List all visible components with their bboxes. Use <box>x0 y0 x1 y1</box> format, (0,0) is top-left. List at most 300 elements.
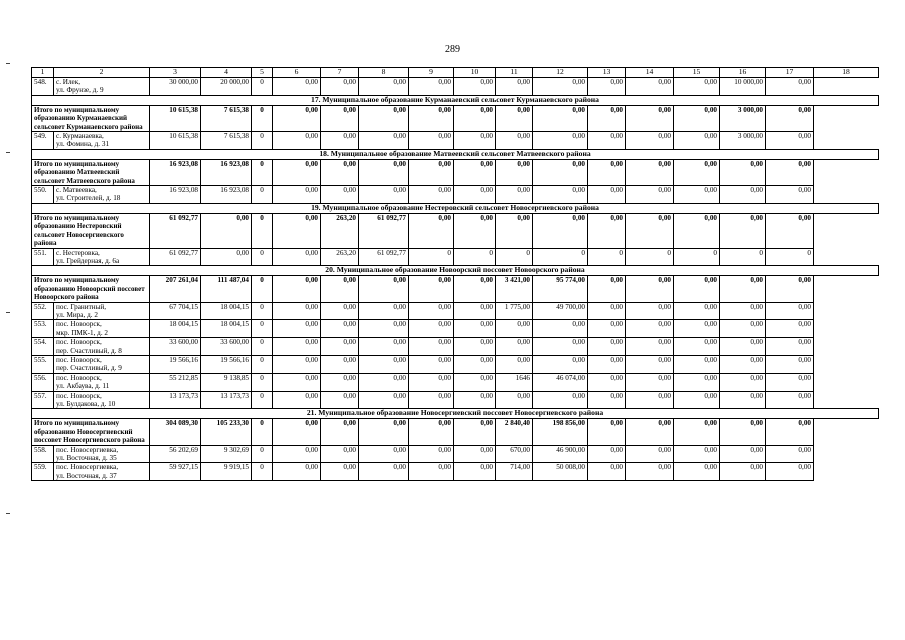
value-cell: 0 <box>766 248 814 266</box>
address-cell <box>54 391 150 409</box>
column-number: 4 <box>201 68 252 78</box>
address-line-2: ул. Строителей, д. 18 <box>56 194 121 203</box>
value-cell: 0,00 <box>454 338 496 356</box>
value-cell: 0,00 <box>321 159 359 185</box>
address-line-1: пос. Новоорск, <box>56 391 102 400</box>
value-cell: 0,00 <box>766 159 814 185</box>
value-cell: 3 421,00 <box>496 276 533 302</box>
value-cell: 0 <box>252 373 273 391</box>
value-cell: 0,00 <box>626 132 674 150</box>
value-cell: 0,00 <box>359 132 409 150</box>
section-title: 18. Муниципальное образование Матвеевский сельсовет Матвеевского района <box>32 149 879 159</box>
value-cell: 0 <box>252 391 273 409</box>
row-number: 557. <box>32 391 54 409</box>
address-line-1: пос. Новосергиевка, <box>56 445 119 454</box>
value-cell: 0 <box>252 419 273 445</box>
value-cell: 0,00 <box>273 276 321 302</box>
value-cell: 0,00 <box>626 213 674 248</box>
row-number: 551. <box>32 248 54 266</box>
value-cell: 0,00 <box>496 213 533 248</box>
section-title: 20. Муниципальное образование Новоорский поссовет Новоорского района <box>32 266 879 276</box>
value-cell: 0,00 <box>674 159 720 185</box>
total-row <box>32 276 879 302</box>
value-cell: 0,00 <box>273 320 321 338</box>
value-cell: 0,00 <box>454 186 496 204</box>
address-line-1: пос. Новоорск, <box>56 355 102 364</box>
section-heading-row <box>32 266 879 276</box>
value-cell: 67 704,15 <box>150 302 201 320</box>
value-cell: 0,00 <box>321 338 359 356</box>
address-line-1: пос. Гранитный, <box>56 302 107 311</box>
value-cell: 0,00 <box>533 132 588 150</box>
value-cell: 0 <box>252 78 273 96</box>
value-cell: 0,00 <box>588 186 626 204</box>
address-line-2: ул. Мира, д. 2 <box>56 310 98 319</box>
margin-mark <box>6 312 10 313</box>
value-cell: 0,00 <box>626 105 674 131</box>
value-cell: 714,00 <box>496 463 533 481</box>
value-cell: 0,00 <box>359 105 409 131</box>
address-cell <box>54 302 150 320</box>
value-cell: 0,00 <box>674 338 720 356</box>
table-body <box>32 68 879 481</box>
value-cell: 0 <box>252 248 273 266</box>
value-cell: 0,00 <box>588 276 626 302</box>
address-cell <box>54 373 150 391</box>
section-title: 19. Муниципальное образование Нестеровский сельсовет Новосергиевского района <box>32 203 879 213</box>
column-number: 13 <box>588 68 626 78</box>
budget-table <box>31 67 879 481</box>
value-cell: 0,00 <box>766 463 814 481</box>
value-cell: 0,00 <box>720 373 766 391</box>
value-cell: 0,00 <box>321 105 359 131</box>
section-heading-row <box>32 95 879 105</box>
value-cell: 33 600,00 <box>150 338 201 356</box>
value-cell: 0,00 <box>201 248 252 266</box>
value-cell: 0,00 <box>588 213 626 248</box>
table-row <box>32 248 879 266</box>
table-row <box>32 186 879 204</box>
value-cell: 0,00 <box>626 320 674 338</box>
column-number: 11 <box>496 68 533 78</box>
total-row <box>32 105 879 131</box>
value-cell: 0,00 <box>454 355 496 373</box>
value-cell: 10 615,38 <box>150 132 201 150</box>
value-cell: 0,00 <box>626 463 674 481</box>
table-row <box>32 373 879 391</box>
column-number: 6 <box>273 68 321 78</box>
value-cell: 0,00 <box>674 213 720 248</box>
value-cell: 0,00 <box>674 320 720 338</box>
value-cell: 19 566,16 <box>201 355 252 373</box>
value-cell: 0,00 <box>321 373 359 391</box>
value-cell: 0,00 <box>321 78 359 96</box>
value-cell: 263,20 <box>321 248 359 266</box>
total-label: Итого по муниципальному образованию Новоорский поссовет Новоорского района <box>32 276 150 302</box>
value-cell: 0,00 <box>359 338 409 356</box>
value-cell: 0 <box>252 213 273 248</box>
value-cell: 0,00 <box>454 391 496 409</box>
value-cell: 0,00 <box>766 186 814 204</box>
value-cell: 0,00 <box>359 463 409 481</box>
row-number: 552. <box>32 302 54 320</box>
value-cell: 0,00 <box>766 302 814 320</box>
value-cell: 0,00 <box>321 132 359 150</box>
value-cell: 0,00 <box>454 132 496 150</box>
value-cell: 0,00 <box>720 302 766 320</box>
value-cell: 0,00 <box>321 463 359 481</box>
value-cell: 0,00 <box>454 373 496 391</box>
value-cell: 95 774,00 <box>533 276 588 302</box>
row-number: 550. <box>32 186 54 204</box>
address-line-1: пос. Новоорск, <box>56 373 102 382</box>
value-cell: 49 700,00 <box>533 302 588 320</box>
value-cell: 0,00 <box>409 391 454 409</box>
value-cell: 46 900,00 <box>533 445 588 463</box>
value-cell: 0,00 <box>454 78 496 96</box>
value-cell: 0,00 <box>454 320 496 338</box>
value-cell: 0,00 <box>588 159 626 185</box>
value-cell: 0,00 <box>409 302 454 320</box>
value-cell: 0,00 <box>720 338 766 356</box>
address-cell <box>54 248 150 266</box>
address-line-1: пос. Новоорск, <box>56 320 102 329</box>
address-line-2: ул. Акбаува, д. 11 <box>56 382 110 391</box>
value-cell: 0,00 <box>588 355 626 373</box>
value-cell: 0,00 <box>454 463 496 481</box>
value-cell: 0,00 <box>409 78 454 96</box>
value-cell: 0 <box>252 320 273 338</box>
address-cell <box>54 445 150 463</box>
value-cell: 0,00 <box>766 105 814 131</box>
value-cell: 0,00 <box>273 302 321 320</box>
value-cell: 0 <box>252 355 273 373</box>
value-cell: 0,00 <box>588 78 626 96</box>
value-cell: 0,00 <box>454 276 496 302</box>
value-cell: 0,00 <box>496 78 533 96</box>
value-cell: 0,00 <box>359 186 409 204</box>
value-cell: 10 000,00 <box>720 78 766 96</box>
value-cell: 0,00 <box>720 355 766 373</box>
value-cell: 0,00 <box>273 159 321 185</box>
value-cell: 105 233,30 <box>201 419 252 445</box>
value-cell: 0,00 <box>321 419 359 445</box>
address-line-2: ул. Булдакова, д. 10 <box>56 400 116 408</box>
column-number: 9 <box>409 68 454 78</box>
value-cell: 0 <box>252 302 273 320</box>
column-number: 10 <box>454 68 496 78</box>
value-cell: 0,00 <box>454 302 496 320</box>
value-cell: 0,00 <box>496 391 533 409</box>
value-cell: 0,00 <box>533 355 588 373</box>
address-line-2: ул. Грейдерная, д. 6а <box>56 256 120 265</box>
value-cell: 0,00 <box>588 373 626 391</box>
value-cell: 0,00 <box>359 419 409 445</box>
address-cell <box>54 463 150 481</box>
total-label: Итого по муниципальному образованию Нестеровский сельсовет Новосергиевского района <box>32 213 150 248</box>
value-cell: 0,00 <box>496 159 533 185</box>
value-cell: 0,00 <box>273 419 321 445</box>
value-cell: 0 <box>454 248 496 266</box>
value-cell: 0,00 <box>321 302 359 320</box>
column-number: 12 <box>533 68 588 78</box>
value-cell: 0,00 <box>766 213 814 248</box>
value-cell: 0 <box>533 248 588 266</box>
value-cell: 0,00 <box>409 105 454 131</box>
value-cell: 0,00 <box>409 338 454 356</box>
page-number: 289 <box>445 44 460 55</box>
value-cell: 0,00 <box>359 159 409 185</box>
value-cell: 0,00 <box>496 320 533 338</box>
value-cell: 16 923,08 <box>150 159 201 185</box>
value-cell: 20 000,00 <box>201 78 252 96</box>
value-cell: 0,00 <box>588 320 626 338</box>
value-cell: 56 202,69 <box>150 445 201 463</box>
value-cell: 0,00 <box>273 105 321 131</box>
value-cell: 0,00 <box>359 302 409 320</box>
column-number-row <box>32 68 879 78</box>
column-number: 16 <box>720 68 766 78</box>
address-cell <box>54 186 150 204</box>
address-line-2: ул. Восточная, д. 35 <box>56 454 117 463</box>
value-cell: 304 089,30 <box>150 419 201 445</box>
value-cell: 263,20 <box>321 213 359 248</box>
value-cell: 0,00 <box>674 105 720 131</box>
value-cell: 0,00 <box>626 373 674 391</box>
value-cell: 0,00 <box>720 186 766 204</box>
column-number: 7 <box>321 68 359 78</box>
value-cell: 59 927,15 <box>150 463 201 481</box>
value-cell: 2 840,40 <box>496 419 533 445</box>
value-cell: 16 923,08 <box>201 159 252 185</box>
value-cell: 0,00 <box>273 338 321 356</box>
value-cell: 0 <box>252 463 273 481</box>
value-cell: 0 <box>252 445 273 463</box>
margin-mark <box>6 513 10 514</box>
value-cell: 0,00 <box>359 391 409 409</box>
value-cell: 0 <box>252 105 273 131</box>
value-cell: 0,00 <box>588 132 626 150</box>
address-line-1: пос. Новосергиевка, <box>56 463 119 472</box>
value-cell: 0,00 <box>674 355 720 373</box>
value-cell: 61 092,77 <box>359 213 409 248</box>
value-cell: 0,00 <box>533 213 588 248</box>
column-number: 3 <box>150 68 201 78</box>
value-cell: 7 615,38 <box>201 105 252 131</box>
address-line-1: с. Илек, <box>56 78 81 86</box>
value-cell: 0,00 <box>409 445 454 463</box>
value-cell: 0,00 <box>588 419 626 445</box>
value-cell: 7 615,38 <box>201 132 252 150</box>
address-line-1: пос. Новоорск, <box>56 338 102 347</box>
value-cell: 0 <box>252 159 273 185</box>
value-cell: 0,00 <box>588 302 626 320</box>
value-cell: 18 004,15 <box>201 320 252 338</box>
value-cell: 0,00 <box>273 373 321 391</box>
value-cell: 0,00 <box>626 159 674 185</box>
value-cell: 0,00 <box>674 302 720 320</box>
value-cell: 0,00 <box>626 419 674 445</box>
value-cell: 9 919,15 <box>201 463 252 481</box>
column-number: 2 <box>54 68 150 78</box>
value-cell: 670,00 <box>496 445 533 463</box>
column-number: 14 <box>626 68 674 78</box>
value-cell: 50 008,00 <box>533 463 588 481</box>
column-number: 17 <box>766 68 814 78</box>
value-cell: 0,00 <box>588 445 626 463</box>
value-cell: 0,00 <box>626 391 674 409</box>
table-row <box>32 320 879 338</box>
value-cell: 0,00 <box>496 105 533 131</box>
value-cell: 0,00 <box>720 159 766 185</box>
address-line-1: с. Курманаевка, <box>56 132 104 141</box>
address-line-2: ул. Фомина, д. 31 <box>56 140 110 149</box>
value-cell: 0,00 <box>626 355 674 373</box>
value-cell: 0,00 <box>588 105 626 131</box>
value-cell: 0,00 <box>626 338 674 356</box>
table-row <box>32 391 879 409</box>
value-cell: 0,00 <box>674 463 720 481</box>
address-cell <box>54 320 150 338</box>
value-cell: 0,00 <box>533 78 588 96</box>
value-cell: 0,00 <box>273 248 321 266</box>
value-cell: 0,00 <box>588 463 626 481</box>
value-cell: 0,00 <box>766 320 814 338</box>
value-cell: 0,00 <box>766 391 814 409</box>
value-cell: 0,00 <box>321 276 359 302</box>
value-cell: 0 <box>674 248 720 266</box>
value-cell: 0,00 <box>273 213 321 248</box>
value-cell: 0,00 <box>626 302 674 320</box>
table-row <box>32 355 879 373</box>
table-row <box>32 338 879 356</box>
value-cell: 16 923,08 <box>150 186 201 204</box>
value-cell: 0,00 <box>273 355 321 373</box>
row-number: 556. <box>32 373 54 391</box>
total-row <box>32 213 879 248</box>
value-cell: 0,00 <box>321 320 359 338</box>
value-cell: 0,00 <box>674 186 720 204</box>
value-cell: 0,00 <box>496 132 533 150</box>
value-cell: 0,00 <box>409 132 454 150</box>
value-cell: 18 004,15 <box>201 302 252 320</box>
address-cell <box>54 338 150 356</box>
value-cell: 0,00 <box>766 355 814 373</box>
value-cell: 0,00 <box>720 213 766 248</box>
total-label: Итого по муниципальному образованию Матвеевский сельсовет Матвеевского района <box>32 159 150 185</box>
value-cell: 0,00 <box>273 132 321 150</box>
row-number: 553. <box>32 320 54 338</box>
value-cell: 0,00 <box>720 445 766 463</box>
row-number: 558. <box>32 445 54 463</box>
value-cell: 0,00 <box>533 186 588 204</box>
value-cell: 0,00 <box>273 78 321 96</box>
total-row <box>32 159 879 185</box>
value-cell: 0 <box>720 248 766 266</box>
value-cell: 0,00 <box>454 419 496 445</box>
value-cell: 0,00 <box>321 355 359 373</box>
value-cell: 0,00 <box>454 159 496 185</box>
value-cell: 0,00 <box>409 276 454 302</box>
table-row <box>32 78 879 96</box>
total-label: Итого по муниципальному образованию Курманаевский сельсовет Курманаевского района <box>32 105 150 131</box>
margin-mark <box>6 152 10 153</box>
value-cell: 0 <box>409 248 454 266</box>
value-cell: 0,00 <box>674 373 720 391</box>
value-cell: 0,00 <box>720 276 766 302</box>
row-number: 555. <box>32 355 54 373</box>
value-cell: 0,00 <box>533 159 588 185</box>
value-cell: 0,00 <box>674 391 720 409</box>
value-cell: 16 923,08 <box>201 186 252 204</box>
value-cell: 0 <box>252 132 273 150</box>
value-cell: 13 173,73 <box>150 391 201 409</box>
address-cell <box>54 355 150 373</box>
value-cell: 0,00 <box>409 463 454 481</box>
address-cell <box>54 78 150 96</box>
value-cell: 18 004,15 <box>150 320 201 338</box>
value-cell: 0,00 <box>359 320 409 338</box>
value-cell: 0,00 <box>533 338 588 356</box>
value-cell: 0,00 <box>766 276 814 302</box>
value-cell: 0,00 <box>273 391 321 409</box>
value-cell: 0,00 <box>674 276 720 302</box>
value-cell: 0,00 <box>674 419 720 445</box>
value-cell: 0,00 <box>496 186 533 204</box>
margin-mark <box>6 63 10 64</box>
value-cell: 0,00 <box>409 355 454 373</box>
value-cell: 10 615,38 <box>150 105 201 131</box>
value-cell: 0,00 <box>454 213 496 248</box>
value-cell: 0,00 <box>359 373 409 391</box>
value-cell: 0,00 <box>766 419 814 445</box>
value-cell: 0 <box>252 276 273 302</box>
section-title: 17. Муниципальное образование Курманаевский сельсовет Курманаевского района <box>32 95 879 105</box>
value-cell: 3 000,00 <box>720 105 766 131</box>
value-cell: 0,00 <box>273 445 321 463</box>
value-cell: 0,00 <box>626 78 674 96</box>
column-number: 15 <box>674 68 720 78</box>
value-cell: 0 <box>252 186 273 204</box>
total-label: Итого по муниципальному образованию Новосергиевский поссовет Новосергиевского района <box>32 419 150 445</box>
value-cell: 0,00 <box>766 338 814 356</box>
section-heading-row <box>32 149 879 159</box>
column-number: 8 <box>359 68 409 78</box>
value-cell: 3 000,00 <box>720 132 766 150</box>
value-cell: 0,00 <box>454 445 496 463</box>
value-cell: 0,00 <box>674 78 720 96</box>
value-cell: 0,00 <box>674 132 720 150</box>
column-number: 5 <box>252 68 273 78</box>
table-row <box>32 302 879 320</box>
value-cell: 0,00 <box>409 419 454 445</box>
value-cell: 9 302,69 <box>201 445 252 463</box>
table-row <box>32 132 879 150</box>
value-cell: 1646 <box>496 373 533 391</box>
value-cell: 33 600,00 <box>201 338 252 356</box>
address-line-2: мкр. ПМК-1, д. 2 <box>56 328 109 337</box>
value-cell: 0,00 <box>720 463 766 481</box>
value-cell: 0 <box>588 248 626 266</box>
row-number: 554. <box>32 338 54 356</box>
value-cell: 0,00 <box>533 320 588 338</box>
section-heading-row <box>32 409 879 419</box>
total-row <box>32 419 879 445</box>
value-cell: 0,00 <box>720 419 766 445</box>
address-cell <box>54 132 150 150</box>
section-title: 21. Муниципальное образование Новосергиевский поссовет Новосергиевского района <box>32 409 879 419</box>
value-cell: 0,00 <box>766 132 814 150</box>
